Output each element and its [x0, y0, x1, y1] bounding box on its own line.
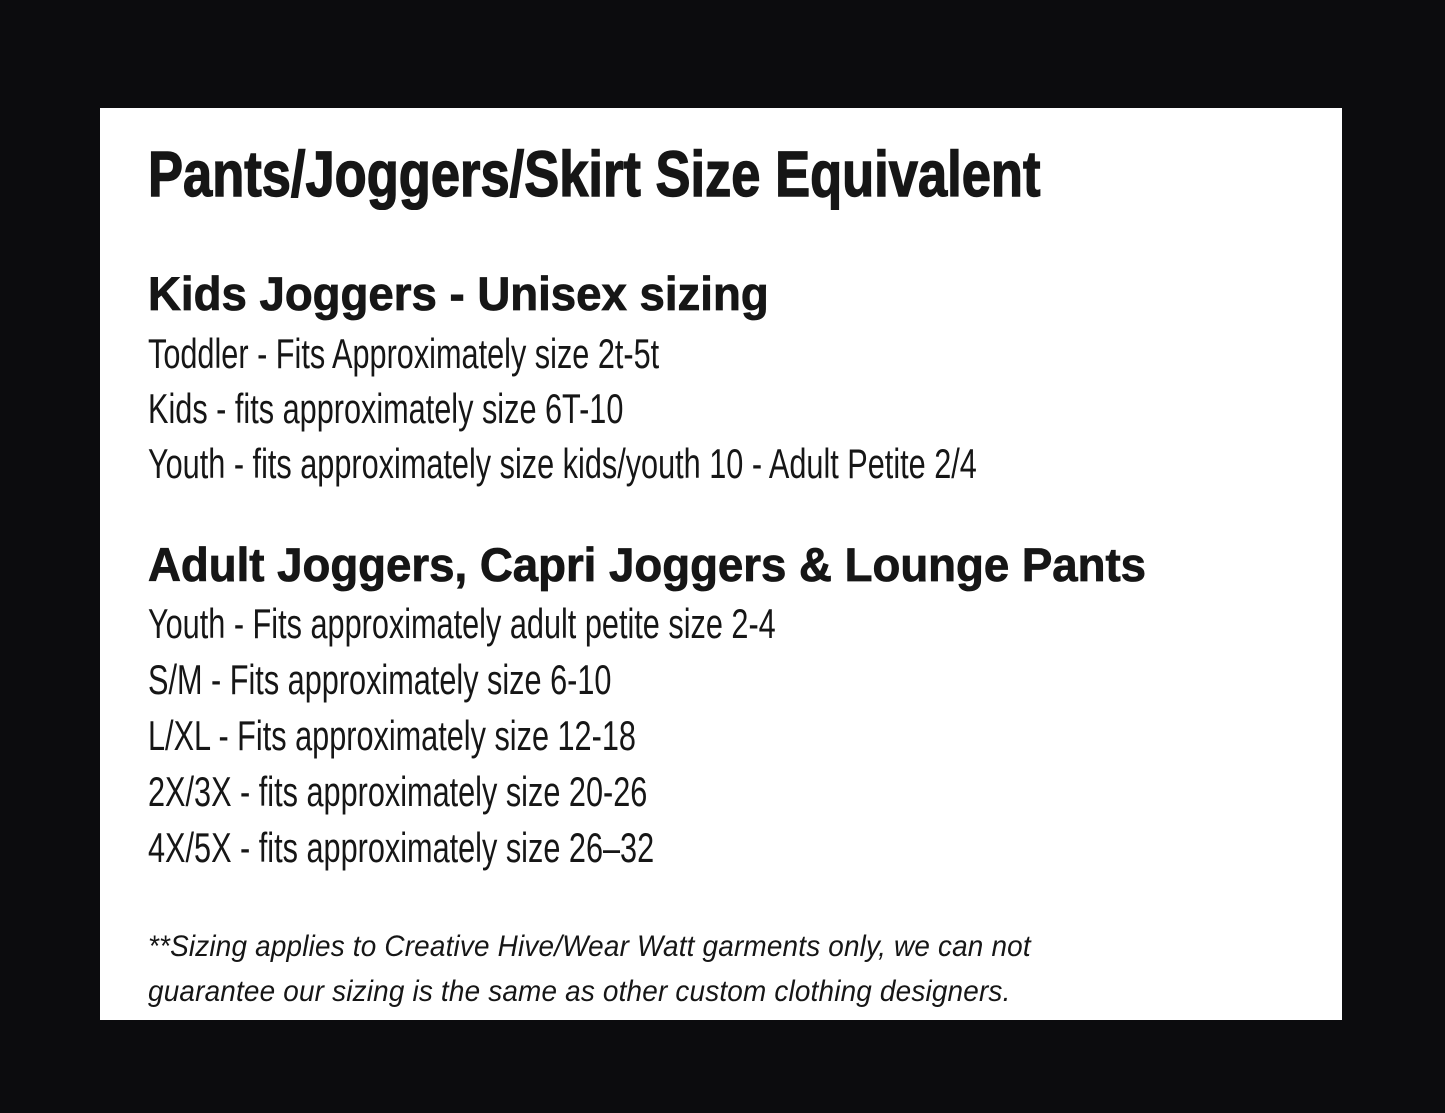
adult-joggers-size-list [148, 596, 1008, 876]
disclaimer-line-1: **Sizing applies to Creative Hive/Wear Watt garments only, we can not [148, 930, 1031, 963]
size-line-sm: S/M - Fits approximately size 6-10 [148, 656, 612, 703]
disclaimer-line-2: guarantee our sizing is the same as other custom clothing designers. [148, 975, 1011, 1008]
size-line-4x5x: 4X/5X - fits approximately size 26–32 [148, 824, 655, 871]
size-line-youth-adult: Youth - Fits approximately adult petite size 2-4 [148, 600, 776, 647]
sizing-disclaimer [148, 924, 1097, 1014]
size-line-toddler: Toddler - Fits Approximately size 2t-5t [148, 330, 660, 377]
size-line-lxl: L/XL - Fits approximately size 12-18 [148, 712, 636, 759]
section-heading-kids-joggers: Kids Joggers - Unisex sizing [148, 267, 769, 320]
size-line-2x3x: 2X/3X - fits approximately size 20-26 [148, 768, 648, 815]
kids-joggers-size-list [148, 326, 1283, 491]
size-line-kids: Kids - fits approximately size 6T-10 [148, 385, 624, 432]
page-title: Pants/Joggers/Skirt Size Equivalent [148, 138, 1041, 210]
section-heading-adult-joggers: Adult Joggers, Capri Joggers & Lounge Pants [148, 538, 1147, 591]
size-line-youth-kids: Youth - fits approximately size kids/youth 10 - Adult Petite 2/4 [148, 440, 977, 487]
size-chart-card [100, 108, 1342, 1020]
